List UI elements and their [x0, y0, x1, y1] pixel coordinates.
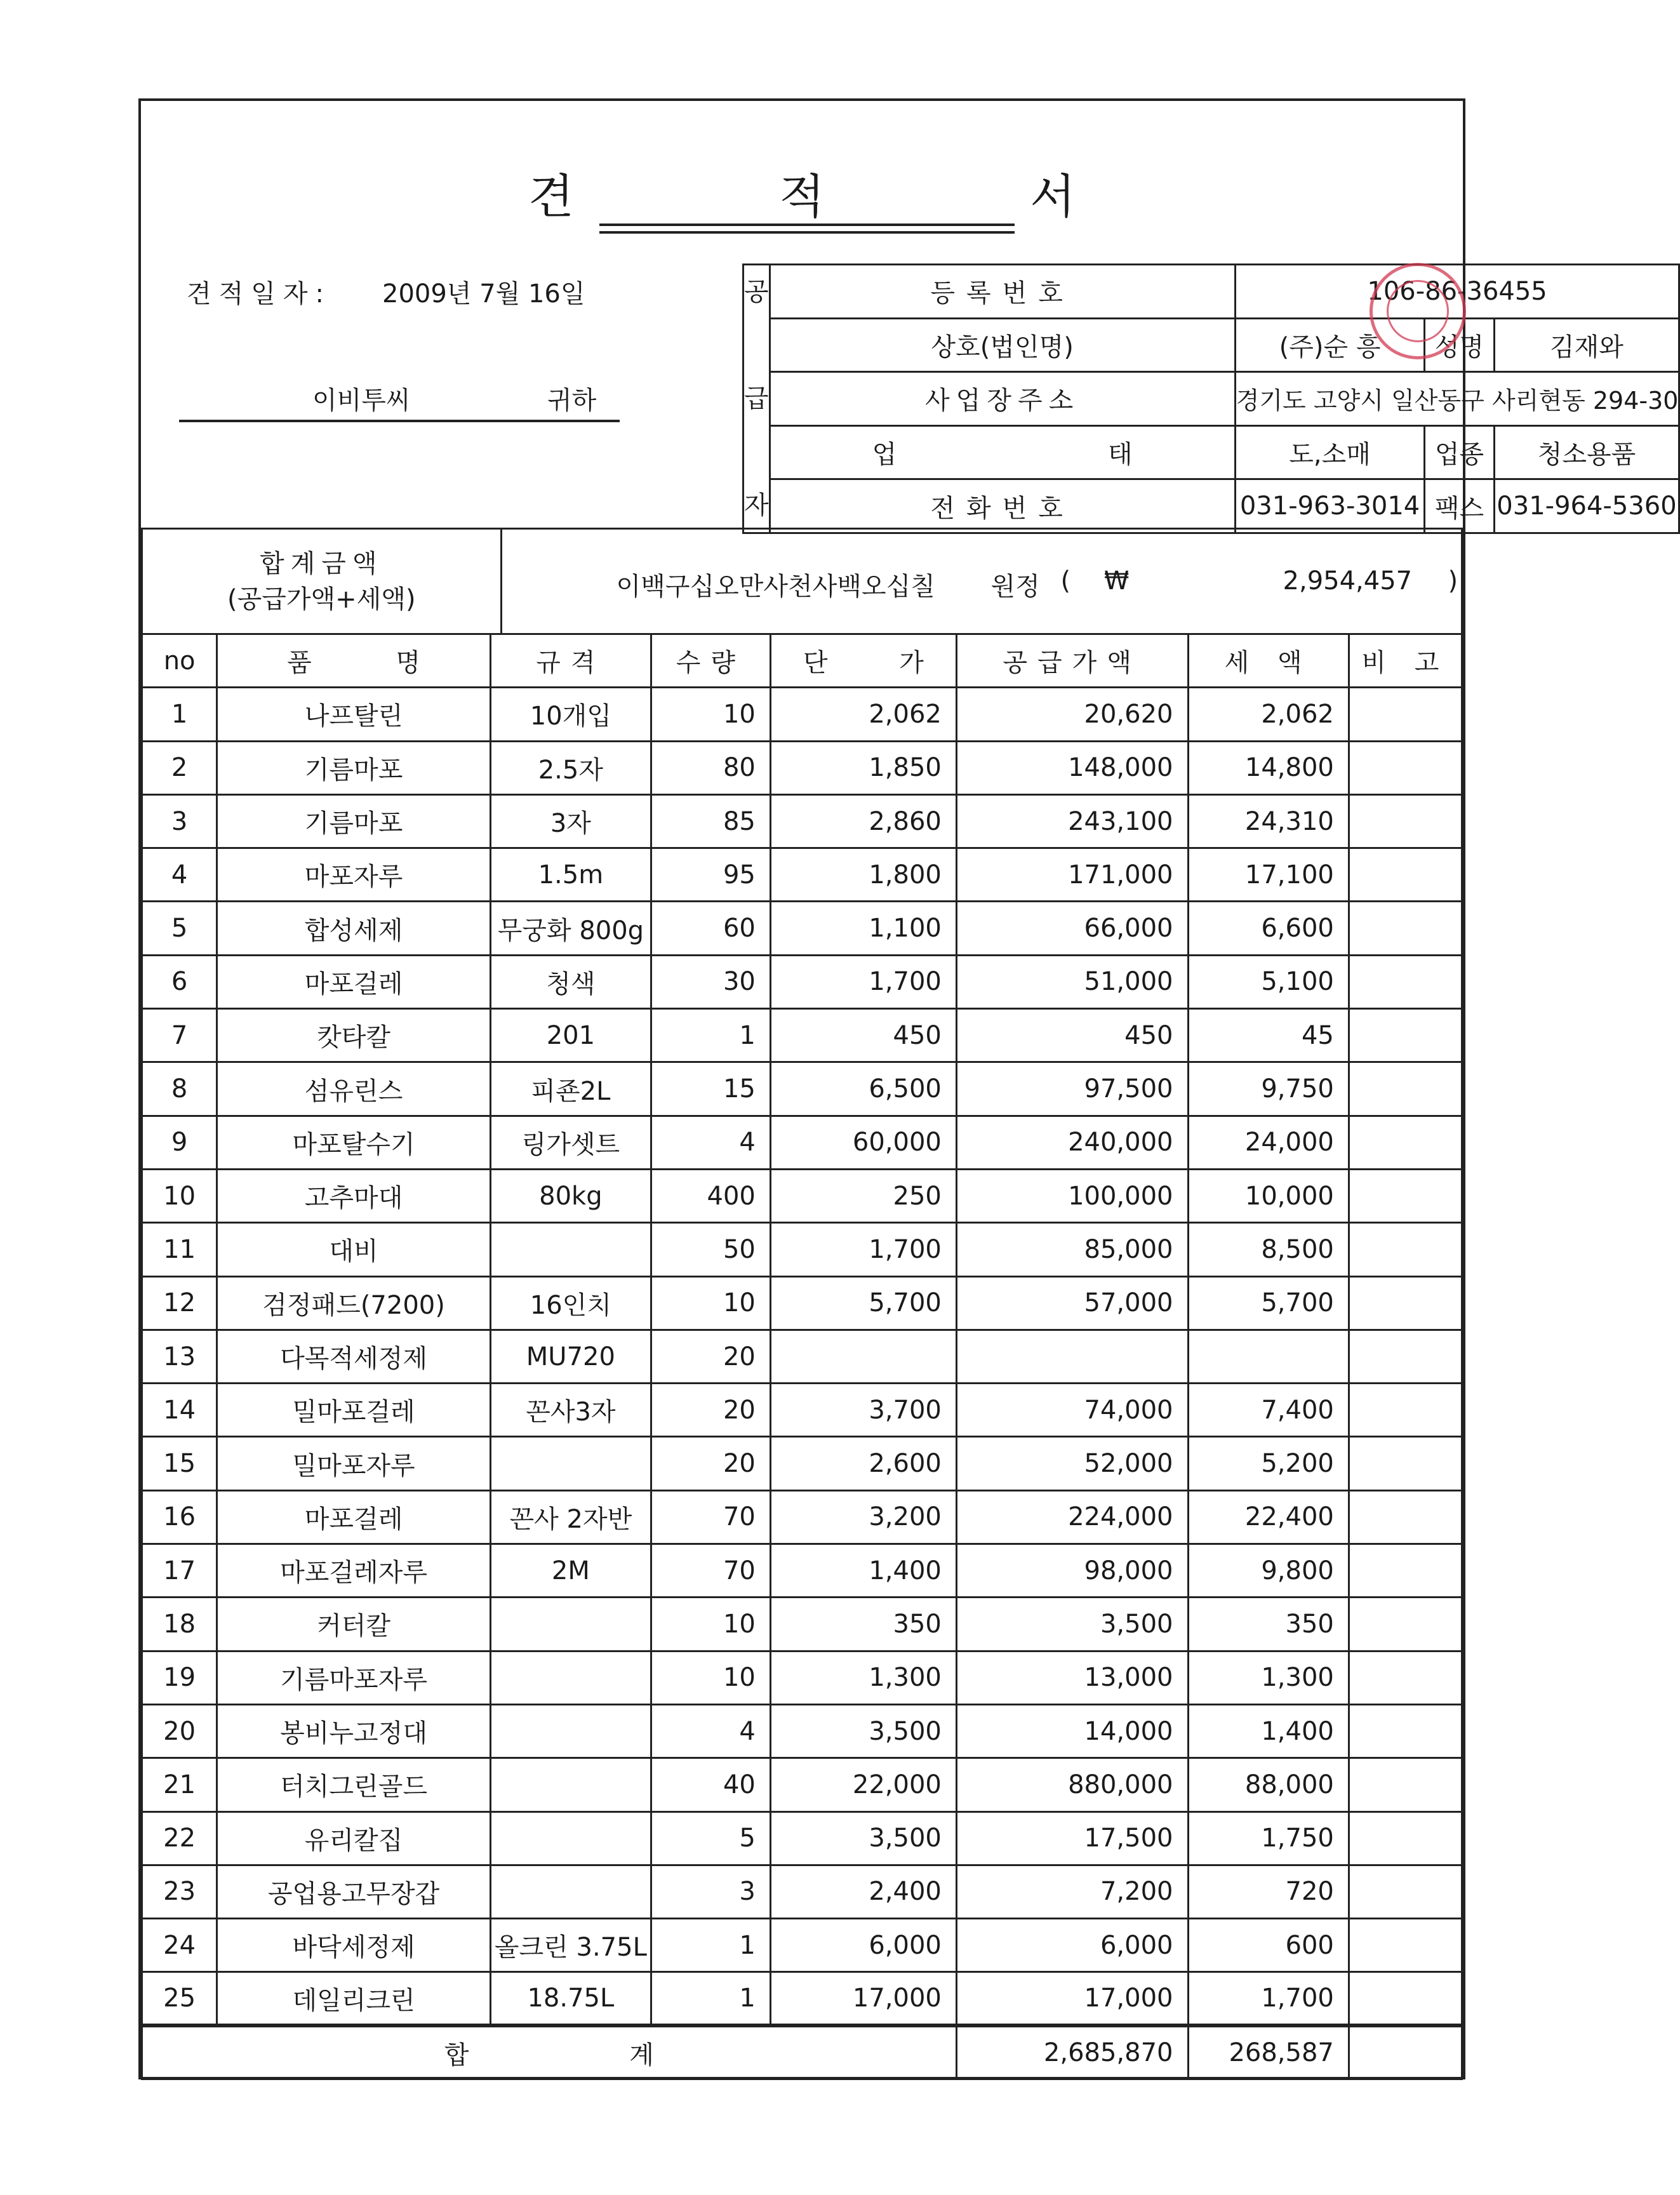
- item-unit-price: 350: [770, 1598, 956, 1651]
- item-qty: 1: [651, 1972, 770, 2025]
- totals-remarks: [1349, 2025, 1462, 2079]
- items-header-row: [142, 634, 1462, 688]
- item-unit-price: 1,100: [770, 902, 956, 955]
- col-header-spec: 규격: [490, 634, 651, 688]
- table-row: [142, 1384, 1462, 1437]
- item-remarks: [1349, 1972, 1462, 2025]
- item-name: 마포걸레: [217, 955, 491, 1008]
- row-no: 4: [142, 848, 217, 902]
- row-no: 6: [142, 955, 217, 1008]
- table-row: [142, 1651, 1462, 1704]
- item-name: 나프탈린: [217, 688, 491, 741]
- table-row: [142, 1116, 1462, 1169]
- recipient-underline: [179, 420, 620, 422]
- table-row: [142, 1758, 1462, 1811]
- biz-item-label: 업종: [1425, 425, 1494, 479]
- item-unit-price: 2,400: [770, 1865, 956, 1918]
- row-no: 17: [142, 1544, 217, 1598]
- row-no: 19: [142, 1651, 217, 1704]
- item-remarks: [1349, 1598, 1462, 1651]
- item-name: 마포걸레: [217, 1490, 491, 1544]
- quote-sheet: [138, 98, 1679, 2079]
- item-tax: 600: [1188, 1919, 1349, 1972]
- item-unit-price: 2,860: [770, 794, 956, 848]
- total-amount-number: 2,954,457: [1283, 566, 1413, 596]
- item-supply-amount: 98,000: [956, 1544, 1188, 1598]
- item-remarks: [1349, 955, 1462, 1008]
- item-remarks: [1349, 1009, 1462, 1062]
- row-no: 8: [142, 1062, 217, 1116]
- company-value: (주)순 흥: [1235, 318, 1425, 372]
- item-qty: 80: [651, 741, 770, 794]
- row-no: 10: [142, 1169, 217, 1222]
- address-label: 사업장주소: [770, 372, 1235, 426]
- item-tax: 2,062: [1188, 688, 1349, 741]
- item-tax: 22,400: [1188, 1490, 1349, 1544]
- item-qty: 70: [651, 1490, 770, 1544]
- item-tax: 1,400: [1188, 1704, 1349, 1758]
- item-supply-amount: 17,000: [956, 1972, 1188, 2025]
- item-spec: [490, 1704, 651, 1758]
- item-qty: 5: [651, 1811, 770, 1865]
- item-qty: 10: [651, 1598, 770, 1651]
- col-header-item: 품 명: [217, 634, 491, 688]
- row-no: 1: [142, 688, 217, 741]
- item-unit-price: 2,600: [770, 1437, 956, 1490]
- item-spec: [490, 1223, 651, 1276]
- reg-number-value: 106-86-36455: [1235, 265, 1679, 319]
- table-row: [142, 1490, 1462, 1544]
- recipient-honorific: 귀하: [547, 386, 597, 415]
- table-row: [142, 1972, 1462, 2025]
- item-remarks: [1349, 1384, 1462, 1437]
- item-qty: 1: [651, 1009, 770, 1062]
- item-name: 다목적세정제: [217, 1330, 491, 1383]
- quote-date-value: 2009년 7월 16일: [382, 279, 585, 309]
- item-qty: 1: [651, 1919, 770, 1972]
- item-spec: 1.5m: [490, 848, 651, 902]
- total-amount-table: [141, 528, 1463, 635]
- fax-label: 팩스: [1425, 479, 1494, 533]
- item-name: 마포걸레자루: [217, 1544, 491, 1598]
- table-row: [142, 1062, 1462, 1116]
- supplier-info-table: [742, 264, 1680, 534]
- item-remarks: [1349, 1116, 1462, 1169]
- item-qty: 400: [651, 1169, 770, 1222]
- rep-name-label: 성명: [1425, 318, 1494, 372]
- title-underline: [599, 224, 1015, 226]
- item-qty: 85: [651, 794, 770, 848]
- item-supply-amount: 6,000: [956, 1919, 1188, 1972]
- item-qty: 50: [651, 1223, 770, 1276]
- biz-type-value: 도,소매: [1235, 425, 1425, 479]
- row-no: 14: [142, 1384, 217, 1437]
- item-remarks: [1349, 1704, 1462, 1758]
- item-tax: 9,800: [1188, 1544, 1349, 1598]
- supplier-side-label: 공 급 자: [743, 265, 770, 533]
- item-unit-price: 5,700: [770, 1276, 956, 1330]
- title-underline-2: [599, 231, 1015, 234]
- item-supply-amount: 171,000: [956, 848, 1188, 902]
- phone-value: 031-963-3014: [1235, 479, 1425, 533]
- item-remarks: [1349, 1437, 1462, 1490]
- col-header-qty: 수량: [651, 634, 770, 688]
- table-row: [142, 1169, 1462, 1222]
- table-row: [142, 1919, 1462, 1972]
- item-unit-price: 3,700: [770, 1384, 956, 1437]
- document-title: 견 적 서: [528, 170, 1171, 224]
- address-value: 경기도 고양시 일산동구 사리현동 294-30: [1235, 372, 1679, 426]
- item-supply-amount: 240,000: [956, 1116, 1188, 1169]
- item-spec: 16인치: [490, 1276, 651, 1330]
- item-tax: 5,700: [1188, 1276, 1349, 1330]
- total-amount-label: 합계금액 (공급가액+세액): [142, 529, 502, 634]
- item-spec: 2.5자: [490, 741, 651, 794]
- item-tax: 24,310: [1188, 794, 1349, 848]
- item-unit-price: 3,200: [770, 1490, 956, 1544]
- item-remarks: [1349, 1169, 1462, 1222]
- item-spec: [490, 1598, 651, 1651]
- company-seal-stamp: [1370, 263, 1466, 359]
- row-no: 13: [142, 1330, 217, 1383]
- item-name: 밀마포걸레: [217, 1384, 491, 1437]
- item-name: 터치그린골드: [217, 1758, 491, 1811]
- won-symbol: ( ₩: [1060, 566, 1142, 596]
- item-spec: 꼰사3자: [490, 1384, 651, 1437]
- item-name: 마포탈수기: [217, 1116, 491, 1169]
- item-remarks: [1349, 1330, 1462, 1383]
- item-spec: 10개입: [490, 688, 651, 741]
- item-remarks: [1349, 848, 1462, 902]
- totals-tax: 268,587: [1188, 2025, 1349, 2079]
- total-amount-unit: 원정: [990, 572, 1040, 601]
- table-row: [142, 1276, 1462, 1330]
- item-supply-amount: 85,000: [956, 1223, 1188, 1276]
- item-qty: 70: [651, 1544, 770, 1598]
- table-row: [142, 1544, 1462, 1598]
- item-remarks: [1349, 1758, 1462, 1811]
- item-tax: 6,600: [1188, 902, 1349, 955]
- item-supply-amount: 66,000: [956, 902, 1188, 955]
- rep-name-value: 김재와: [1494, 318, 1679, 372]
- item-remarks: [1349, 688, 1462, 741]
- item-supply-amount: 243,100: [956, 794, 1188, 848]
- item-remarks: [1349, 1544, 1462, 1598]
- item-unit-price: 3,500: [770, 1811, 956, 1865]
- item-unit-price: 1,850: [770, 741, 956, 794]
- item-name: 검정패드(7200): [217, 1276, 491, 1330]
- item-tax: 88,000: [1188, 1758, 1349, 1811]
- item-spec: [490, 1865, 651, 1918]
- item-unit-price: 2,062: [770, 688, 956, 741]
- item-qty: 30: [651, 955, 770, 1008]
- item-unit-price: 6,500: [770, 1062, 956, 1116]
- item-tax: 17,100: [1188, 848, 1349, 902]
- item-supply-amount: 97,500: [956, 1062, 1188, 1116]
- quote-date-label: 견적일자:: [187, 279, 332, 309]
- item-qty: 20: [651, 1384, 770, 1437]
- item-tax: 1,750: [1188, 1811, 1349, 1865]
- item-name: 대비: [217, 1223, 491, 1276]
- biz-type-label: 업 태: [770, 425, 1235, 479]
- item-spec: 무궁화 800g: [490, 902, 651, 955]
- item-name: 합성세제: [217, 902, 491, 955]
- col-header-tax: 세 액: [1188, 634, 1349, 688]
- item-spec: 18.75L: [490, 1972, 651, 2025]
- item-name: 밀마포자루: [217, 1437, 491, 1490]
- table-row: [142, 688, 1462, 741]
- item-supply-amount: 17,500: [956, 1811, 1188, 1865]
- item-tax: 5,100: [1188, 955, 1349, 1008]
- item-spec: [490, 1811, 651, 1865]
- row-no: 7: [142, 1009, 217, 1062]
- totals-row: [142, 2025, 1462, 2079]
- item-remarks: [1349, 1811, 1462, 1865]
- item-tax: 1,700: [1188, 1972, 1349, 2025]
- item-unit-price: 17,000: [770, 1972, 956, 2025]
- item-qty: 4: [651, 1704, 770, 1758]
- item-name: 커터칼: [217, 1598, 491, 1651]
- row-no: 20: [142, 1704, 217, 1758]
- item-qty: 20: [651, 1437, 770, 1490]
- item-supply-amount: 52,000: [956, 1437, 1188, 1490]
- item-unit-price: 450: [770, 1009, 956, 1062]
- item-supply-amount: 74,000: [956, 1384, 1188, 1437]
- item-remarks: [1349, 1651, 1462, 1704]
- item-spec: 올크린 3.75L: [490, 1919, 651, 1972]
- table-row: [142, 741, 1462, 794]
- item-remarks: [1349, 1865, 1462, 1918]
- item-supply-amount: 13,000: [956, 1651, 1188, 1704]
- biz-item-value: 청소용품: [1494, 425, 1679, 479]
- item-spec: 80kg: [490, 1169, 651, 1222]
- table-row: [142, 1704, 1462, 1758]
- phone-label: 전화번호: [770, 479, 1235, 533]
- item-name: 기름마포: [217, 741, 491, 794]
- item-remarks: [1349, 1490, 1462, 1544]
- table-row: [142, 955, 1462, 1008]
- col-header-no: no: [142, 634, 217, 688]
- item-qty: 10: [651, 1651, 770, 1704]
- row-no: 2: [142, 741, 217, 794]
- item-supply-amount: 100,000: [956, 1169, 1188, 1222]
- item-spec: [490, 1437, 651, 1490]
- item-supply-amount: 3,500: [956, 1598, 1188, 1651]
- item-name: 유리칼집: [217, 1811, 491, 1865]
- item-name: 기름마포: [217, 794, 491, 848]
- item-tax: 45: [1188, 1009, 1349, 1062]
- item-qty: 20: [651, 1330, 770, 1383]
- item-unit-price: 60,000: [770, 1116, 956, 1169]
- item-remarks: [1349, 741, 1462, 794]
- item-qty: 40: [651, 1758, 770, 1811]
- row-no: 22: [142, 1811, 217, 1865]
- item-unit-price: 1,400: [770, 1544, 956, 1598]
- item-tax: 350: [1188, 1598, 1349, 1651]
- table-row: [142, 1009, 1462, 1062]
- item-tax: 7,400: [1188, 1384, 1349, 1437]
- item-supply-amount: 148,000: [956, 741, 1188, 794]
- item-name: 공업용고무장갑: [217, 1865, 491, 1918]
- item-qty: 95: [651, 848, 770, 902]
- total-amount-cell: [501, 529, 1462, 634]
- row-no: 16: [142, 1490, 217, 1544]
- table-row: [142, 1330, 1462, 1383]
- item-tax: 5,200: [1188, 1437, 1349, 1490]
- item-remarks: [1349, 794, 1462, 848]
- totals-supply-amount: 2,685,870: [956, 2025, 1188, 2079]
- item-qty: 10: [651, 688, 770, 741]
- item-unit-price: 22,000: [770, 1758, 956, 1811]
- table-row: [142, 1865, 1462, 1918]
- totals-label: 합 계: [142, 2025, 957, 2079]
- col-header-remarks: 비 고: [1349, 634, 1462, 688]
- item-tax: 14,800: [1188, 741, 1349, 794]
- item-supply-amount: 14,000: [956, 1704, 1188, 1758]
- item-name: 봉비누고정대: [217, 1704, 491, 1758]
- item-supply-amount: 20,620: [956, 688, 1188, 741]
- company-seal-inner-ring: [1387, 280, 1449, 342]
- row-no: 15: [142, 1437, 217, 1490]
- item-tax: 1,300: [1188, 1651, 1349, 1704]
- item-unit-price: 3,500: [770, 1704, 956, 1758]
- table-row: [142, 1598, 1462, 1651]
- item-spec: [490, 1758, 651, 1811]
- item-qty: 4: [651, 1116, 770, 1169]
- item-name: 섬유린스: [217, 1062, 491, 1116]
- item-supply-amount: 7,200: [956, 1865, 1188, 1918]
- items-table: [141, 633, 1463, 2080]
- item-remarks: [1349, 1276, 1462, 1330]
- row-no: 9: [142, 1116, 217, 1169]
- item-spec: 청색: [490, 955, 651, 1008]
- item-unit-price: 1,800: [770, 848, 956, 902]
- item-name: 마포자루: [217, 848, 491, 902]
- item-supply-amount: 450: [956, 1009, 1188, 1062]
- fax-value: 031-964-5360: [1494, 479, 1679, 533]
- table-row: [142, 848, 1462, 902]
- item-tax: 720: [1188, 1865, 1349, 1918]
- item-tax: 8,500: [1188, 1223, 1349, 1276]
- table-row: [142, 902, 1462, 955]
- table-row: [142, 1437, 1462, 1490]
- item-unit-price: [770, 1330, 956, 1383]
- item-supply-amount: 224,000: [956, 1490, 1188, 1544]
- item-unit-price: 250: [770, 1169, 956, 1222]
- item-spec: 꼰사 2자반: [490, 1490, 651, 1544]
- row-no: 24: [142, 1919, 217, 1972]
- reg-number-label: 등록번호: [770, 265, 1235, 319]
- item-spec: 링가셋트: [490, 1116, 651, 1169]
- item-unit-price: 1,700: [770, 955, 956, 1008]
- row-no: 5: [142, 902, 217, 955]
- total-amount-close-paren: ): [1448, 566, 1458, 596]
- item-name: 캇타칼: [217, 1009, 491, 1062]
- item-remarks: [1349, 1062, 1462, 1116]
- item-unit-price: 1,700: [770, 1223, 956, 1276]
- company-label: 상호(법인명): [770, 318, 1235, 372]
- item-unit-price: 1,300: [770, 1651, 956, 1704]
- item-qty: 3: [651, 1865, 770, 1918]
- item-supply-amount: 57,000: [956, 1276, 1188, 1330]
- item-supply-amount: [956, 1330, 1188, 1383]
- item-supply-amount: 880,000: [956, 1758, 1188, 1811]
- item-name: 고추마대: [217, 1169, 491, 1222]
- item-remarks: [1349, 1919, 1462, 1972]
- table-row: [142, 1223, 1462, 1276]
- item-spec: 201: [490, 1009, 651, 1062]
- item-tax: 9,750: [1188, 1062, 1349, 1116]
- col-header-supply: 공급가액: [956, 634, 1188, 688]
- row-no: 11: [142, 1223, 217, 1276]
- item-remarks: [1349, 902, 1462, 955]
- recipient-name: 이비투씨: [312, 386, 411, 415]
- item-name: 데일리크린: [217, 1972, 491, 2025]
- item-tax: 10,000: [1188, 1169, 1349, 1222]
- row-no: 25: [142, 1972, 217, 2025]
- item-supply-amount: 51,000: [956, 955, 1188, 1008]
- item-spec: 3자: [490, 794, 651, 848]
- row-no: 18: [142, 1598, 217, 1651]
- item-qty: 15: [651, 1062, 770, 1116]
- item-remarks: [1349, 1223, 1462, 1276]
- row-no: 3: [142, 794, 217, 848]
- item-qty: 10: [651, 1276, 770, 1330]
- item-tax: 24,000: [1188, 1116, 1349, 1169]
- table-row: [142, 1811, 1462, 1865]
- item-spec: 2M: [490, 1544, 651, 1598]
- col-header-unit-price: 단 가: [770, 634, 956, 688]
- row-no: 23: [142, 1865, 217, 1918]
- item-qty: 60: [651, 902, 770, 955]
- item-spec: [490, 1651, 651, 1704]
- item-spec: 피죤2L: [490, 1062, 651, 1116]
- item-name: 기름마포자루: [217, 1651, 491, 1704]
- total-amount-words: 이백구십오만사천사백오십칠: [616, 572, 935, 601]
- table-row: [142, 794, 1462, 848]
- item-spec: MU720: [490, 1330, 651, 1383]
- row-no: 21: [142, 1758, 217, 1811]
- item-name: 바닥세정제: [217, 1919, 491, 1972]
- row-no: 12: [142, 1276, 217, 1330]
- item-unit-price: 6,000: [770, 1919, 956, 1972]
- item-tax: [1188, 1330, 1349, 1383]
